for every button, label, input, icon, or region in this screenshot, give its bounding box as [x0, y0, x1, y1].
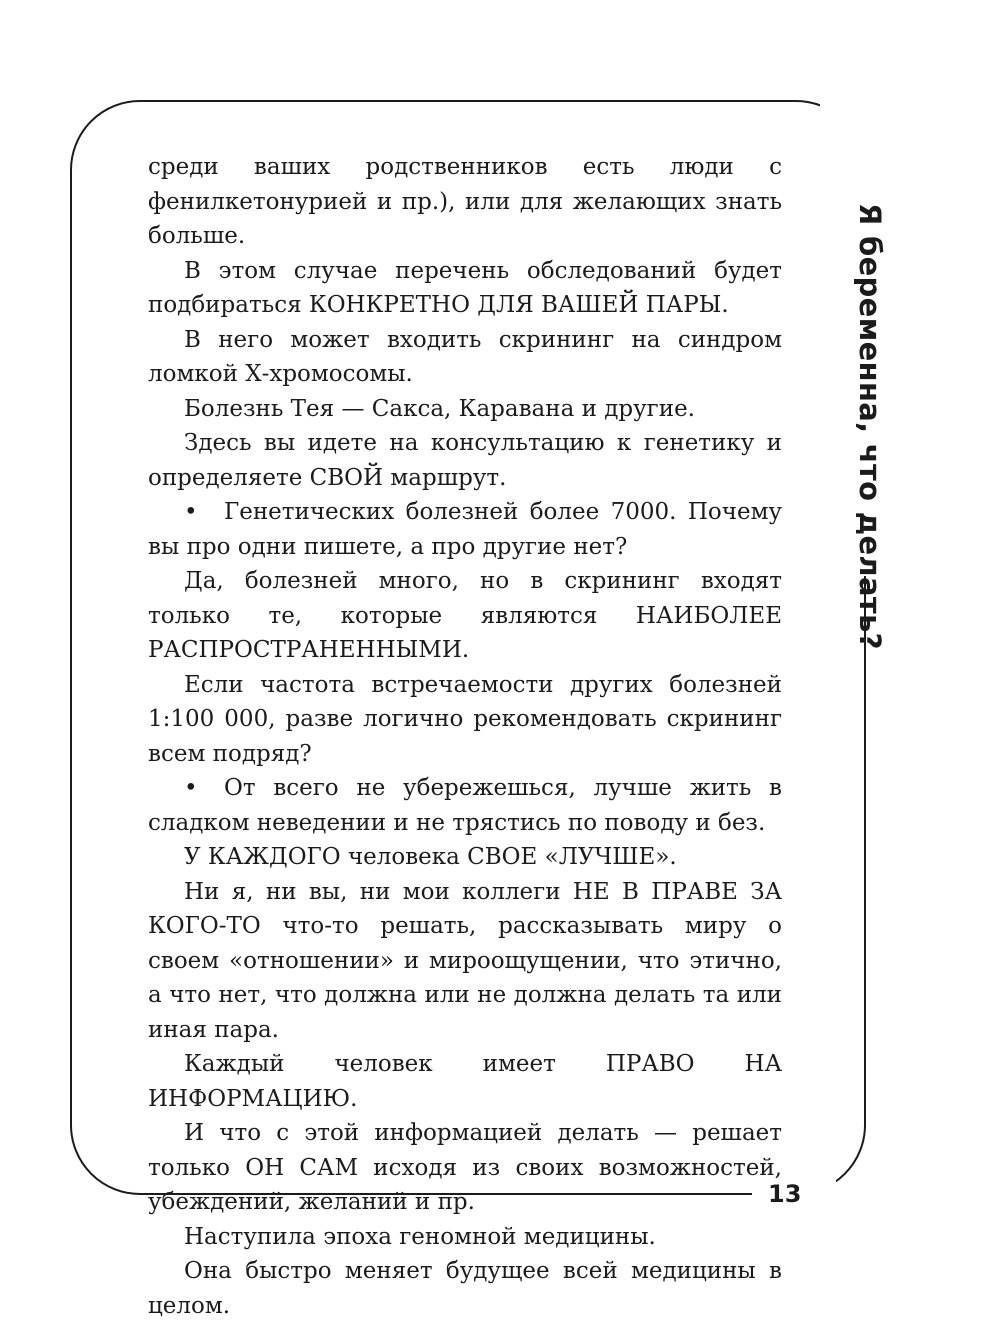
bullet-text: Генетических болезней более 7000. Почему вы про одни пишете, а про другие нет?	[148, 499, 782, 560]
paragraph: Здесь вы идете на консультацию к генетику и определяете СВОЙ маршрут.	[148, 430, 782, 491]
paragraph: Да, болезней много, но в скрининг входят только те, которые являются НАИБОЛЕЕ РАСПРОСТРАНЕННЫМИ.	[148, 568, 782, 663]
paragraph: У КАЖДОГО человека СВОЕ «ЛУЧШЕ».	[184, 844, 677, 870]
paragraph: Наступила эпоха геномной медицины.	[184, 1223, 656, 1250]
paragraph: В него может входить скрининг на синдром ломкой Х-хромосомы.	[148, 326, 782, 387]
paragraph: Болезнь Тея — Сакса, Каравана и другие.	[184, 395, 695, 422]
page-number: 13	[768, 1180, 802, 1208]
frame-gap-top	[820, 80, 890, 158]
paragraph: Ни я, ни вы, ни мои коллеги НЕ В ПРАВЕ ЗА КОГО-ТО что-то решать, рассказывать миру о своем «отношении» и мироощущении, что этично, а что нет, что должна или не должна делать та или иная пара.	[148, 878, 782, 1043]
paragraph: Каждый человек имеет ПРАВО НА ИНФОРМАЦИЮ.	[148, 1051, 782, 1112]
paragraph: В этом случае перечень обследований будет подбираться КОНКРЕТНО ДЛЯ ВАШЕЙ ПАРЫ.	[148, 257, 782, 318]
paragraph: Если частота встречаемости других болезней 1:100 000, разве логично рекомендовать скрининг всем подряд?	[148, 671, 782, 767]
bullet-paragraph	[148, 771, 782, 840]
body-text	[148, 150, 782, 1323]
paragraph: среди ваших родственников есть люди с фенилкетонурией и пр.), или для желающих знать больше.	[148, 154, 782, 249]
paragraph: И что с этой информацией делать — решает только ОН САМ исходя из своих возможностей, убеждений, желаний и пр.	[148, 1120, 782, 1215]
paragraph: Она быстро меняет будущее всей медицины в целом.	[148, 1258, 782, 1319]
running-header-text: Я беременна, что делать?	[853, 203, 887, 650]
bullet-icon: •	[184, 499, 198, 525]
bullet-icon: •	[184, 775, 198, 801]
bullet-paragraph	[148, 495, 782, 564]
bullet-text: От всего не убережешься, лучше жить в сладком неведении и не трястись по поводу и без.	[148, 775, 782, 836]
